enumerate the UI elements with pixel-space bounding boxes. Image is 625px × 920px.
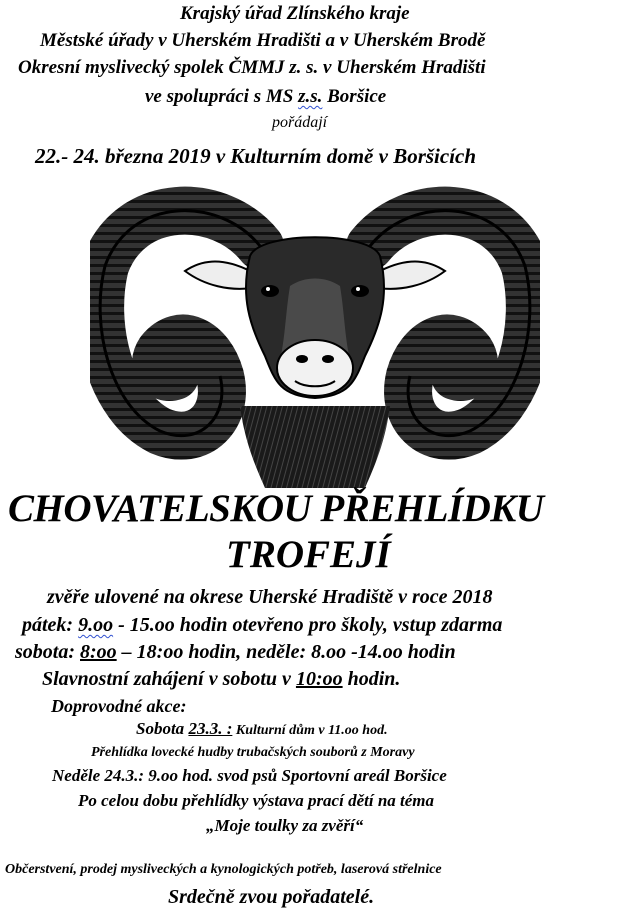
exhibition-theme: „Moje toulky za zvěří“ [206,816,364,835]
saturday-event-date: 23.3. : [188,719,233,738]
weekend-hours [15,641,456,664]
organizer-line-1: Krajský úřad Zlínského kraje [180,3,410,24]
opening-ceremony-pre: Slavnostní zahájení v sobotu v [42,668,296,690]
opening-ceremony-post: hodin. [342,668,401,690]
opening-ceremony [42,668,400,691]
mouflon-ram-illustration [90,176,540,488]
hunting-music-line: Přehlídka lovecké hudby trubačských souborů z Moravy [91,745,415,760]
organizer-line-4 [145,86,386,108]
saturday-event-label: Sobota [136,719,189,738]
friday-hours [22,614,502,637]
friday-rest: - 15.oo hodin otevřeno pro školy, vstup zdarma [113,614,503,636]
refreshments-line: Občerstvení, prodej mysliveckých a kynologických potřeb, laserová střelnice [5,862,442,877]
opening-ceremony-time: 10:oo [295,668,343,690]
saturday-start-time: 8:oo [80,641,117,663]
organizer-line-4-zs: z.s. [298,86,323,107]
weekend-rest: – 18:oo hodin, neděle: 8.oo -14.oo hodin [116,641,456,663]
sunday-event: Neděle 24.3.: 9.oo hod. svod psů Sportovní areál Boršice [52,766,447,785]
organizer-line-3: Okresní myslivecký spolek ČMMJ z. s. v Uherském Hradišti [18,57,486,78]
poradaji-text: pořádají [272,114,328,131]
event-date-line: 22.- 24. března 2019 v Kulturním domě v Boršicích [35,144,477,168]
invitation-line: Srdečně zvou pořadatelé. [168,886,375,908]
headline-line-1: CHOVATELSKOU PŘEHLÍDKU [8,487,544,530]
organizer-line-4-post: Boršice [322,86,387,107]
headline-line-2: TROFEJÍ [226,533,391,576]
friday-start-time: 9.oo [78,614,114,636]
saturday-event [136,719,388,739]
saturday-event-place: Kulturní dům v 11.oo hod. [232,723,388,738]
saturday-label: sobota: [15,641,80,663]
game-origin-line: zvěře ulovené na okrese Uherské Hradiště v roce 2018 [47,586,493,608]
organizer-line-4-pre: ve spolupráci s MS [145,86,299,107]
friday-label: pátek: [22,614,79,636]
children-exhibition-line: Po celou dobu přehlídky výstava prací dětí na téma [78,791,435,810]
organizer-line-2: Městské úřady v Uherském Hradišti a v Uherském Brodě [40,30,486,51]
side-events-heading: Doprovodné akce: [51,696,187,716]
